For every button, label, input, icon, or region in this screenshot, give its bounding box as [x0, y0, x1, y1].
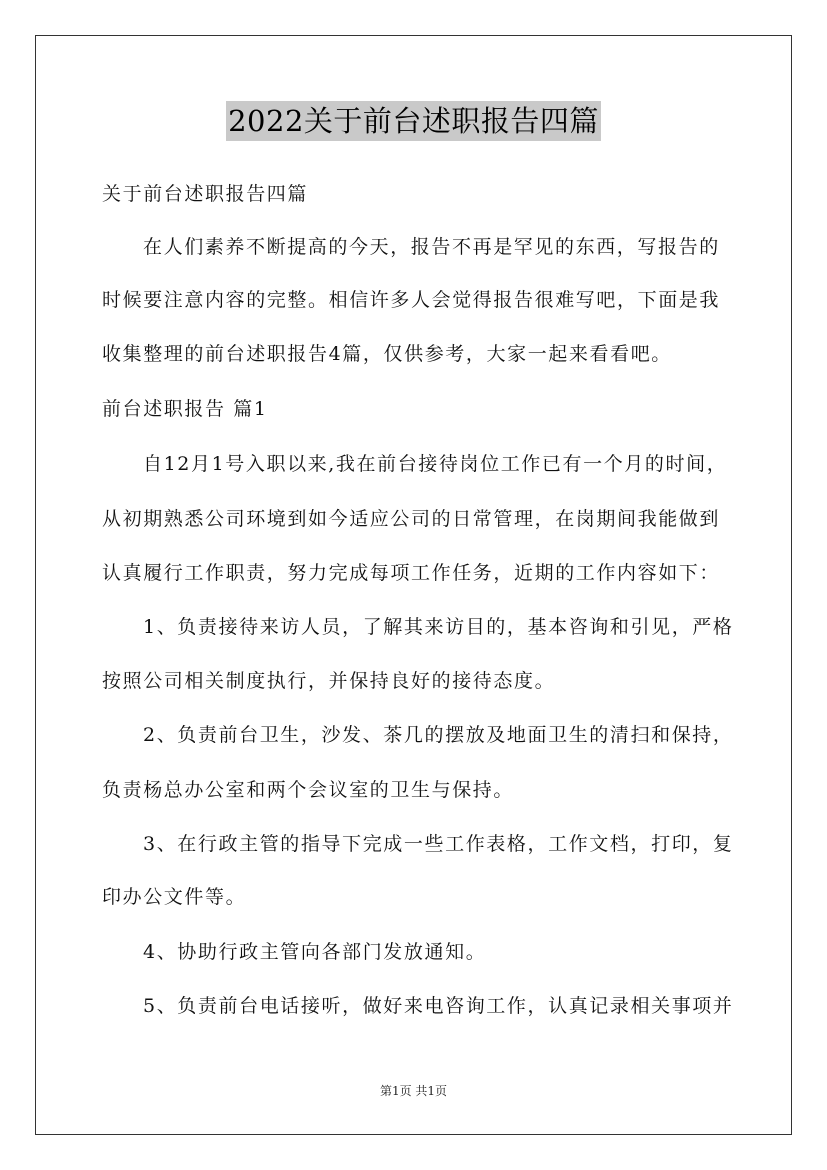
list-item-line: 2、负责前台卫生，沙发、茶几的摆放及地面卫生的清扫和保持，: [143, 724, 734, 746]
section-heading: 前台述职报告 篇1: [102, 398, 268, 420]
title-container: [0, 101, 827, 141]
list-item-line: 1、负责接待来访人员，了解其来访目的，基本咨询和引见，严格: [143, 616, 734, 638]
paragraph-line: 在人们素养不断提高的今天，报告不再是罕见的东西，写报告的: [143, 236, 720, 258]
list-item-line: 4、协助行政主管向各部门发放通知。: [143, 941, 487, 963]
document-title: 2022关于前台述职报告四篇: [226, 101, 601, 141]
paragraph-line: 认真履行工作职责，努力完成每项工作任务，近期的工作内容如下：: [102, 562, 721, 584]
paragraph-line: 从初期熟悉公司环境到如今适应公司的日常管理，在岗期间我能做到: [102, 508, 721, 530]
list-item-line: 负责杨总办公室和两个会议室的卫生与保持。: [102, 779, 515, 801]
paragraph-line: 收集整理的前台述职报告4篇，仅供参考，大家一起来看看吧。: [102, 343, 672, 365]
list-item-line: 按照公司相关制度执行，并保持良好的接待态度。: [102, 670, 556, 692]
list-item-line: 3、在行政主管的指导下完成一些工作表格，工作文档，打印，复: [143, 833, 734, 855]
subtitle-line: 关于前台述职报告四篇: [102, 183, 309, 205]
list-item-line: 5、负责前台电话接听，做好来电咨询工作，认真记录相关事项并: [143, 995, 734, 1017]
page-footer: 第1页 共1页: [379, 1084, 448, 1098]
paragraph-line: 自12月1号入职以来,我在前台接待岗位工作已有一个月的时间，: [143, 453, 728, 475]
list-item-line: 印办公文件等。: [102, 886, 247, 908]
paragraph-line: 时候要注意内容的完整。相信许多人会觉得报告很难写吧，下面是我: [102, 289, 721, 311]
